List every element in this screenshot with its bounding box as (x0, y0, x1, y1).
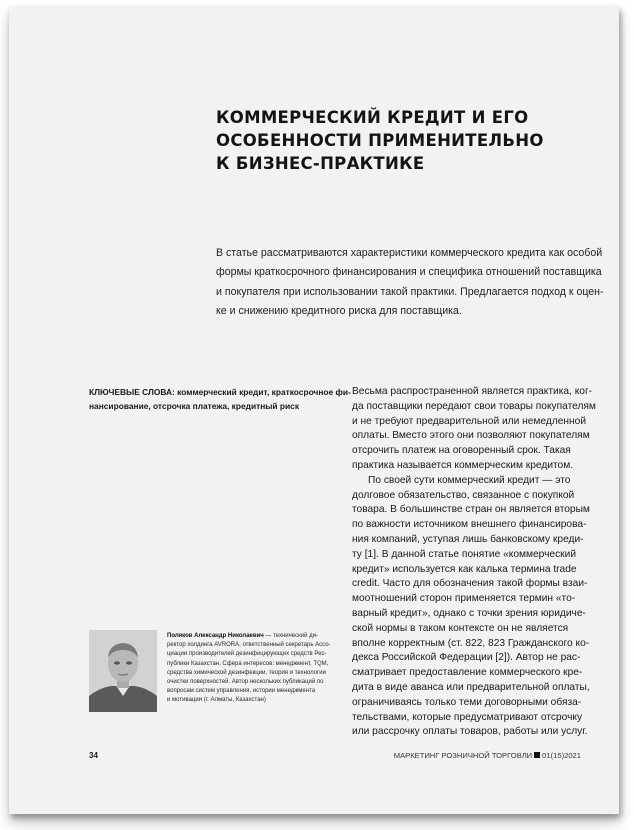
body-line: вполне корректным (ст. 822, 823 Гражданского ко- (352, 637, 590, 649)
keywords-block (89, 386, 351, 413)
journal-page (9, 6, 619, 814)
body-line: Весьма распространенной является практика, ког- (352, 386, 593, 397)
author-photo (89, 630, 157, 712)
body-line: кредит» используется как калька термина trade (352, 563, 577, 575)
abstract-line: и покупателя при использовании такой практики. Предлагается подход к оцен- (216, 285, 604, 298)
body-line: тельствами, которые предусматривают отсрочку (352, 711, 583, 723)
abstract-line: формы краткосрочного финансирования и специфика отношений поставщика (216, 266, 602, 279)
body-line: отсрочить платеж на оговоренный срок. Такая (352, 445, 571, 457)
keywords-line: нансирование, отсрочка платежа, кредитный риск (89, 400, 300, 411)
body-line: или рассрочку оплаты товаров, работы или услуг. (352, 726, 588, 738)
body-line: По своей сути коммерческий кредит — это (368, 474, 571, 486)
body-line: ской нормы в таком контексте он не является (352, 622, 569, 634)
abstract-line: ке и снижению кредитного риска для поставщика. (216, 305, 462, 318)
title-line: ОСОБЕННОСТИ ПРИМЕНИТЕЛЬНО (216, 131, 544, 150)
body-line: оплаты. Вместо этого они позволяют покупателям (352, 430, 590, 442)
body-line: моотношений сторон применяется термин «то- (352, 593, 576, 605)
author-portrait-icon (89, 630, 157, 712)
body-line: и не требуют предварительной или немедленной (352, 415, 587, 427)
author-bio-line: публики Казахстан. Сфера интересов: менеджмент, TQM, (167, 660, 329, 667)
journal-name: МАРКЕТИНГ РОЗНИЧНОЙ ТОРГОВЛИ (393, 751, 533, 760)
article-abstract (216, 244, 604, 322)
title-line: КОММЕРЧЕСКИЙ КРЕДИТ И ЕГО (216, 108, 529, 127)
journal-footer (394, 751, 581, 760)
keywords-line: КЛЮЧЕВЫЕ СЛОВА: коммерческий кредит, краткосрочное фи- (89, 387, 351, 397)
author-bio-line: средства химической дезинфекции, теория и технологии (167, 669, 326, 676)
body-line: credit. Часто для обозначения такой формы взаи- (352, 578, 588, 590)
author-bio-start: — технический ди- (263, 633, 318, 639)
body-line: да поставщики передают свои товары покупателям (352, 400, 596, 412)
author-bio-line: циации производителей дезинфицирующих средств Рес- (167, 651, 327, 658)
body-line: товара. В большинстве стран он является вторым (352, 504, 590, 516)
journal-issue: 01(15)2021 (542, 751, 581, 760)
author-bio-line: и мотивации (г. Алматы, Казахстан) (167, 697, 266, 704)
body-line: ния компаний, уступая лишь банковскому креди- (352, 533, 584, 545)
author-bio-line: ректор холдинга AVRORA, ответственный секретарь Ассо- (167, 642, 331, 649)
author-line-first (167, 632, 342, 641)
title-line: К БИЗНЕС-ПРАКТИКЕ (216, 154, 425, 173)
body-line: практика называется коммерческим кредитом. (352, 459, 574, 471)
author-bio-line: очистки поверхностей. Автор нескольких публикаций по (167, 679, 324, 686)
author-info (167, 632, 342, 706)
square-separator-icon (534, 752, 540, 758)
body-line: варный кредит», однако с точки зрения юридиче- (352, 607, 586, 619)
body-line: дита в виде аванса или предварительной оплаты, (352, 681, 590, 693)
page-number: 34 (89, 751, 98, 760)
author-name: Поляков Александр Николаевич (167, 633, 264, 639)
body-line: ограничиваясь только теми договорными обяза- (352, 696, 582, 708)
body-line: по важности источником внешнего финансирова- (352, 519, 587, 531)
body-line: долговое обязательство, связанное с покупкой (352, 489, 575, 501)
article-body (352, 385, 602, 740)
author-bio-line: вопросам систем управления, истории менеджмента (167, 688, 316, 695)
abstract-line: В статье рассматриваются характеристики коммерческого кредита как особой (216, 247, 603, 259)
article-title (216, 106, 576, 175)
body-line: декса Российской Федерации [2]). Автор не рас- (352, 652, 581, 664)
body-line: ту [1]. В данной статье понятие «коммерческий (352, 548, 577, 560)
body-line: сматривает предоставление коммерческого кре- (352, 667, 583, 679)
